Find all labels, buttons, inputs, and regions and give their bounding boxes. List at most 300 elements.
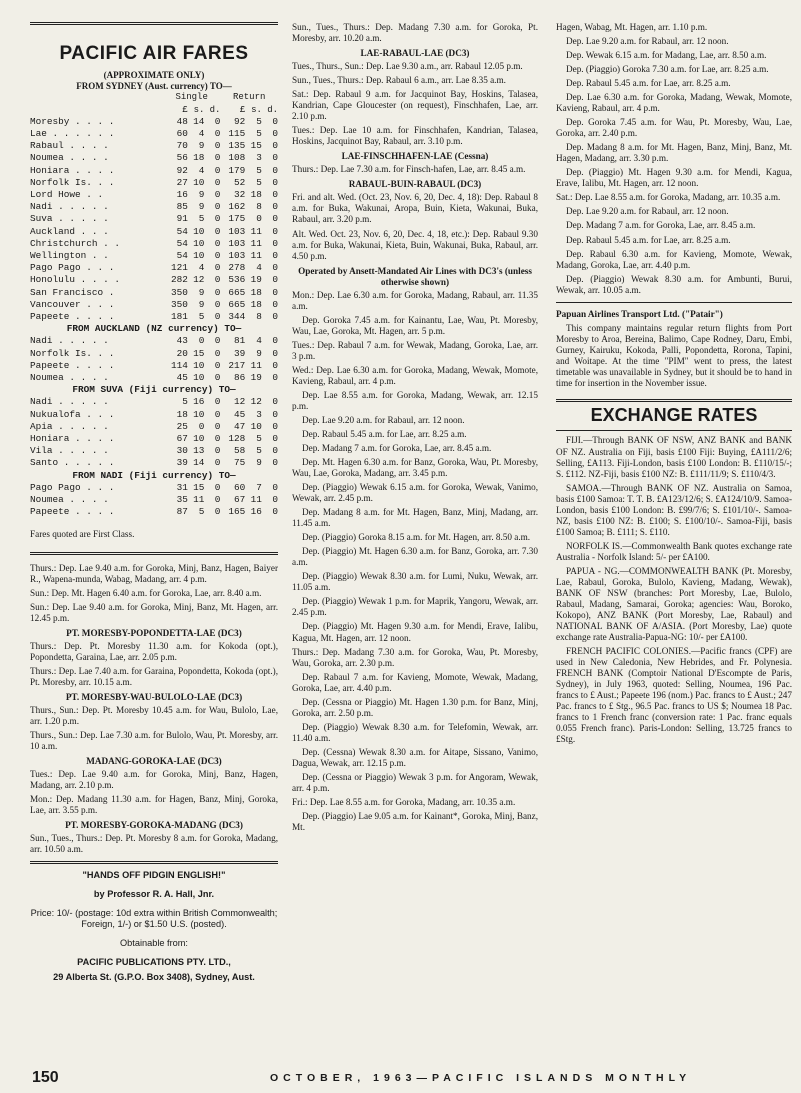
fare-cell: 0 [272, 115, 278, 127]
fare-cell: 0 [272, 372, 278, 384]
fare-cell: 0 [214, 408, 221, 420]
timetable-entry: Tues.: Dep. Lae 10 a.m. for Finschhafen, Kandrian, Talasea, Hoskins, Jacquinot Bay, Rabaul, arr. 3.10 p.m. [292, 125, 538, 147]
timetable-entry: Dep. Lae 9.20 a.m. for Rabaul, arr. 12 noon. [302, 414, 465, 425]
timetable-entry: Dep. (Piaggio) Wewak 1 p.m. for Maprik, Yangoru, Wewak, arr. 2.45 p.m. [292, 596, 538, 618]
timetable-entry: Thurs., Sun.: Dep. Lae 7.30 a.m. for Bulolo, Wau, Pt. Moresby, arr. 10 a.m. [30, 729, 278, 751]
fare-cell: 48 [176, 115, 188, 127]
section-row [30, 384, 278, 396]
fare-cell: 0 [272, 250, 278, 262]
fare-cell: 91 [176, 213, 188, 225]
fare-cell: 15 [193, 347, 205, 359]
fare-cell: 10 [193, 250, 205, 262]
table-row [30, 165, 278, 177]
fare-cell: 54 [176, 237, 188, 249]
fare-cell: 0 [214, 237, 221, 249]
destination-cell: Pago Pago . . . [30, 481, 115, 493]
destination-cell: Christchurch . . [30, 237, 121, 249]
fare-cell: 14 [193, 115, 205, 127]
exchange-fiji: FIJI.—Through BANK OF NSW, ANZ BANK and BANK OF NZ. Australia on Fiji, basis £100 Fiji: Buying, £A111/2/6; Selling, £A113. Fiji-London, basis £100 London: B. £110/15/-; S. £112. NZ-Fiji, basis £100 NZ: B. £111/11/9; S. £110/4/3. [556, 435, 792, 479]
fare-cell: 5 [256, 433, 262, 445]
table-row [30, 409, 278, 421]
table-row [30, 360, 278, 372]
table-row [30, 494, 278, 506]
fare-cell: 9 [198, 140, 205, 152]
destination-cell: Nadi . . . . . [30, 201, 109, 213]
fare-cell: 9 [256, 457, 262, 469]
book-price: Price: 10/- (postage: 10d extra within British Commonwealth; Foreign, 1/-) or $1.50 U.S. (posted). [30, 908, 278, 930]
destination-cell: Honolulu . . . . [30, 274, 121, 286]
timetable-entry: Dep. Madang 8 a.m. for Mt. Hagen, Banz, Minj, Madang, arr. 11.45 a.m. [292, 507, 538, 529]
fare-cell: 0 [214, 201, 221, 213]
table-row [30, 335, 278, 347]
timetable-entry: Tues., Thurs., Sun.: Dep. Lae 9.30 a.m., arr. Rabaul 12.05 p.m. [292, 61, 523, 72]
timetable-entry: Sun., Tues., Thurs.: Dep. Rabaul 6 a.m., arr. Lae 8.35 a.m. [292, 75, 506, 86]
timetable-entry: Wed.: Dep. Lae 6.30 a.m. for Goroka, Madang, Wewak, Momote, Kavieng, Rabaul, arr. 4 p.m. [292, 364, 538, 386]
section-heading: FROM SUVA (Fiji currency) TO— [72, 384, 236, 396]
table-row [30, 372, 278, 384]
page-number: 150 [32, 1069, 59, 1086]
masthead: OCTOBER, 1963—PACIFIC ISLANDS MONTHLY [270, 1072, 692, 1084]
timetable-entry: Sat.: Dep. Rabaul 9 a.m. for Jacquinot Bay, Hoskins, Talasea, Kandrian, Cape Gloucester (on request), Finschhafen, Lae, arr. 2.10 p.m. [292, 89, 538, 122]
fare-cell: 103 [228, 225, 246, 237]
fares-table [30, 91, 278, 518]
table-row [30, 213, 278, 225]
fare-cell: 0 [272, 494, 278, 506]
fare-cell: 0 [214, 311, 221, 323]
fare-cell: 0 [214, 347, 221, 359]
exchange-title: EXCHANGE RATES [590, 404, 758, 425]
fare-cell: 11 [193, 494, 205, 506]
timetable-entry: Thurs.: Dep. Lae 7.40 a.m. for Garaina, Popondetta, Kokoda (opt.), Pt. Moresby, arr. 10.15 a.m. [30, 665, 278, 687]
book-publisher: PACIFIC PUBLICATIONS PTY. LTD., [77, 957, 231, 968]
fare-cell: 10 [193, 359, 205, 371]
timetable-entry: Sun.: Dep. Lae 9.40 a.m. for Goroka, Minj, Banz, Mt. Hagen, arr. 12.45 p.m. [30, 601, 278, 623]
timetable-entry: Tues.: Dep. Rabaul 7 a.m. for Wewak, Madang, Goroka, Lae, arr. 3 p.m. [292, 339, 538, 361]
timetable-entry: Dep. Lae 6.30 a.m. for Goroka, Madang, Wewak, Momote, Kavieng, Rabaul, arr. 4 p.m. [556, 92, 792, 114]
timetable-entry: Dep. Madang 8 a.m. for Mt. Hagen, Banz, Minj, Banz, Mt. Hagen, Madang, arr. 3.30 p.m. [556, 142, 792, 164]
timetable-entry: Dep. (Piaggio) Mt. Hagen 9.30 a.m. for Mendi, Erave, Ialibu, Kagua, Mt. Hagen, arr. 12 noon. [292, 621, 538, 643]
destination-cell: Nukualofa . . . [30, 408, 115, 420]
route-heading: PT. MORESBY-GOROKA-MADANG (DC3) [65, 820, 243, 831]
fare-cell: 5 [256, 164, 262, 176]
fare-cell: 4 [198, 164, 205, 176]
fare-cell: 217 [228, 359, 246, 371]
fare-cell: 35 [176, 494, 188, 506]
timetable-entry: Dep. Mt. Hagen 6.30 a.m. for Banz, Goroka, Wau, Pt. Moresby, Wau, Lae, Goroka, Madang, arr. 3.45 p.m. [292, 457, 538, 479]
timetable-entry: Thurs.: Dep. Lae 9.40 a.m. for Goroka, Minj, Banz, Hagen, Baiyer R., Wapena-munda, Wabag, Madang, arr. 4 p.m. [30, 562, 278, 584]
fare-cell: 92 [176, 164, 188, 176]
book-author: by Professor R. A. Hall, Jnr. [93, 889, 215, 900]
destination-cell: Honiara . . . . [30, 433, 115, 445]
fare-cell: 7 [256, 481, 262, 493]
timetable-entry: Fri.: Dep. Lae 8.55 a.m. for Goroka, Madang, arr. 10.35 a.m. [292, 796, 516, 807]
fare-cell: 0 [214, 298, 221, 310]
fare-cell: 0 [272, 457, 278, 469]
table-row [30, 274, 278, 286]
return-header: Return [232, 92, 266, 103]
exchange-french: FRENCH PACIFIC COLONIES.—Pacific francs (CPF) are used in New Caledonia, New Hebrides, and Fr. Polynesia. FRENCH BANK (Comptoir National D'Escompte de Paris, Sydney), in July 1963, quoted: Selling, Noumea, 196 Pac. francs to £ Aust.; Papeete 196 (nom.) Pac. francs to £ Aust.; 247 Pac. francs to £ Stg., 96.5 Pac. francs to US $; Noumea 18 Pac. francs to 1 French franc (conversion rate: 1 Pac. franc equals 0.055 French franc). Paris-London: Selling, 13.725 francs to £Stg. [556, 646, 792, 745]
fare-cell: 0 [214, 286, 221, 298]
fare-cell: 3 [256, 152, 262, 164]
fare-cell: 175 [228, 213, 246, 225]
fare-cell: 121 [170, 262, 188, 274]
fare-cell: 5 [198, 311, 205, 323]
fare-cell: 350 [170, 286, 188, 298]
fare-cell: 43 [176, 335, 188, 347]
section-row [30, 323, 278, 335]
table-row [30, 287, 278, 299]
fare-cell: 0 [214, 506, 221, 518]
destination-cell: Norfolk Is. . . [30, 176, 115, 188]
timetable-entry: Thurs.: Dep. Madang 7.30 a.m. for Goroka, Wau, Pt. Moresby, Wau, Goroka, arr. 2.30 p.m. [292, 646, 538, 668]
fare-cell: 282 [170, 274, 188, 286]
rule [556, 430, 792, 431]
fare-cell: 18 [250, 286, 262, 298]
fare-cell: 45 [234, 408, 246, 420]
fare-cell: 344 [228, 311, 246, 323]
fare-cell: 0 [214, 396, 221, 408]
timetable-entry: Dep. (Cessna) Wewak 8.30 a.m. for Aitape, Sissano, Vanimo, Dagua, Wewak, arr. 12.15 p.m. [292, 746, 538, 768]
patair-heading: Papuan Airlines Transport Ltd. ("Patair") [556, 308, 723, 319]
fare-cell: 45 [176, 372, 188, 384]
destination-cell: Nadi . . . . . [30, 335, 109, 347]
fare-cell: 58 [234, 445, 246, 457]
route-heading: LAE-FINSCHHAFEN-LAE (Cessna) [341, 151, 489, 162]
fare-cell: 114 [170, 359, 188, 371]
rule [30, 861, 278, 864]
fare-cell: 18 [250, 298, 262, 310]
timetable-entry: Dep. Lae 9.20 a.m. for Rabaul, arr. 12 noon. [566, 36, 729, 47]
fare-cell: 0 [214, 335, 221, 347]
fare-cell: 5 [182, 396, 188, 408]
fare-cell: 16 [176, 189, 188, 201]
timetable-entry: Thurs.: Dep. Pt. Moresby 11.30 a.m. for Kokoda (opt.), Popondetta, Garaina, Lae, arr. 2.05 p.m. [30, 640, 278, 662]
destination-cell: Vila . . . . . [30, 445, 109, 457]
fare-cell: 0 [272, 298, 278, 310]
fare-cell: 162 [228, 201, 246, 213]
fare-cell: 103 [228, 250, 246, 262]
fare-cell: 0 [272, 237, 278, 249]
timetable-entry: Dep. Wewak 6.15 a.m. for Madang, Lae, arr. 8.50 a.m. [566, 50, 767, 61]
fare-cell: 5 [198, 506, 205, 518]
unit-header: d. [209, 104, 221, 115]
fare-cell: 18 [176, 408, 188, 420]
fare-cell: 103 [228, 237, 246, 249]
fare-cell: 0 [214, 372, 221, 384]
fare-cell: 9 [198, 189, 205, 201]
destination-cell: Lord Howe . . [30, 189, 104, 201]
fare-cell: 10 [193, 408, 205, 420]
destination-cell: Pago Pago . . . [30, 262, 115, 274]
route-heading: Operated by Ansett-Mandated Air Lines with DC3's (unless otherwise shown) [298, 265, 532, 287]
fare-cell: 0 [272, 311, 278, 323]
timetable-entry: Thurs., Sun.: Dep. Pt. Moresby 10.45 a.m. for Wau, Bulolo, Lae, arr. 1.20 p.m. [30, 704, 278, 726]
exchange-samoa: SAMOA.—Through BANK OF NZ. Australia on Samoa, basis £100 Samoa: T. T. B. £A123/12/6; S. £A124/10/9. Samoa-London, basis £100 London: B. £99/7/6; S. £101/10/-. Samoa-NZ, basis £100 NZ: B. £100; S. £100/10/-. Samoa-Fiji, basis £100 Samoa; B. £111; S. £110. [556, 482, 792, 537]
fare-cell: 0 [272, 225, 278, 237]
fare-cell: 108 [228, 152, 246, 164]
timetable-entry: Dep. (Cessna or Piaggio) Wewak 3 p.m. for Angoram, Wewak, arr. 4 p.m. [292, 771, 538, 793]
timetable-entry: Dep. (Piaggio) Goroka 7.30 a.m. for Lae, arr. 8.25 a.m. [566, 64, 769, 75]
fare-cell: 0 [214, 225, 221, 237]
fare-cell: 665 [228, 298, 246, 310]
unit-header: s. [193, 104, 205, 115]
fare-cell: 92 [234, 115, 246, 127]
fare-cell: 0 [214, 481, 221, 493]
middle-column [292, 22, 538, 836]
book-title: "HANDS OFF PIDGIN ENGLISH!" [82, 870, 226, 881]
fare-cell: 20 [176, 347, 188, 359]
fare-cell: 16 [250, 506, 262, 518]
timetable-entry: Dep. (Piaggio) Mt. Hagen 6.30 a.m. for Banz, Goroka, arr. 7.30 a.m. [292, 546, 538, 568]
fare-cell: 179 [228, 164, 246, 176]
fare-cell: 9 [256, 347, 262, 359]
fare-cell: 12 [193, 274, 205, 286]
fare-cell: 0 [214, 457, 221, 469]
destination-cell: Wellington . . [30, 250, 109, 262]
table-header-row [30, 91, 278, 103]
section-heading: FROM AUCKLAND (NZ currency) TO— [66, 323, 242, 335]
fare-cell: 85 [176, 201, 188, 213]
fare-cell: 19 [250, 274, 262, 286]
fare-cell: 27 [176, 176, 188, 188]
timetable-entry: Mon.: Dep. Madang 11.30 a.m. for Hagen, Banz, Minj, Goroka, Lae, arr. 3.55 p.m. [30, 794, 278, 816]
fare-cell: 12 [234, 396, 246, 408]
fare-cell: 115 [228, 128, 246, 139]
timetable-entry: Dep. Goroka 7.45 a.m. for Wau, Pt. Moresby, Wau, Lae, Goroka, arr. 2.40 p.m. [556, 117, 792, 139]
fare-cell: 5 [256, 176, 262, 188]
fare-cell: 10 [193, 237, 205, 249]
fare-cell: 87 [176, 506, 188, 518]
fare-cell: 56 [176, 152, 188, 164]
table-row [30, 457, 278, 469]
fare-cell: 3 [256, 408, 262, 420]
fare-cell: 181 [170, 311, 188, 323]
fare-cell: 52 [234, 176, 246, 188]
fare-cell: 9 [198, 201, 205, 213]
fare-cell: 47 [234, 420, 246, 432]
timetable-entry: Dep. Lae 8.55 a.m. for Goroka, Madang, Wewak, arr. 12.15 p.m. [292, 389, 538, 411]
table-row [30, 226, 278, 238]
fare-cell: 665 [228, 286, 246, 298]
fare-cell: 25 [176, 420, 188, 432]
timetable-entry: Thurs.: Dep. Lae 7.30 a.m. for Finsch-hafen, Lae, arr. 8.45 a.m. [292, 164, 526, 175]
table-row [30, 116, 278, 128]
fare-cell: 30 [176, 445, 188, 457]
timetable-entry: Dep. (Piaggio) Wewak 8.30 a.m. for Ambunti, Burui, Wewak, arr. 10.05 a.m. [556, 273, 792, 295]
table-row [30, 433, 278, 445]
exchange-norfolk: NORFOLK IS.—Commonwealth Bank quotes exchange rate Australia - Norfolk Island: 5/- per £A100. [556, 540, 792, 562]
fare-cell: 0 [272, 274, 278, 286]
fare-cell: 19 [250, 372, 262, 384]
fare-cell: 0 [272, 481, 278, 493]
destination-cell: Santo . . . . . [30, 457, 115, 469]
table-row [30, 348, 278, 360]
fare-cell: 18 [193, 152, 205, 164]
fare-cell: 0 [198, 335, 205, 347]
route-heading: MADANG-GOROKA-LAE (DC3) [86, 756, 222, 766]
fare-cell: 0 [256, 213, 262, 225]
fare-cell: 165 [228, 506, 246, 518]
single-header: Single [175, 92, 208, 103]
timetable-entry: Sun.: Dep. Mt. Hagen 6.40 a.m. for Goroka, Lae, arr. 8.40 a.m. [30, 587, 262, 598]
timetable-entry: Fri. and alt. Wed. (Oct. 23, Nov. 6, 20, Dec. 4, 18): Dep. Rabaul 8 a.m. for Buka, Wakunai, Aropa, Buin, Kieta, Wakunai, Buka, Rabaul, arr. 3.20 p.m. [292, 192, 538, 225]
fare-cell: 0 [214, 152, 221, 164]
timetable-entry: Dep. Rabaul 5.45 a.m. for Lae, arr. 8.25 a.m. [302, 429, 467, 439]
destination-cell: Papeete . . . . [30, 311, 115, 323]
fare-cell: 0 [272, 140, 278, 152]
fare-cell: 0 [272, 359, 278, 371]
fare-cell: 9 [198, 298, 205, 310]
fare-cell: 16 [193, 396, 205, 408]
fare-cell: 0 [272, 396, 278, 408]
book-obtain: Obtainable from: [120, 938, 188, 949]
timetable-entry: Sat.: Dep. Lae 8.55 a.m. for Goroka, Madang, arr. 10.35 a.m. [556, 192, 781, 203]
fare-cell: 0 [214, 213, 221, 225]
table-row [30, 482, 278, 494]
fare-cell: 0 [214, 494, 221, 506]
unit-header: £ [239, 104, 246, 115]
destination-cell: Lae . . . . . . [30, 128, 115, 139]
left-column [30, 22, 278, 983]
timetable-entry: Sun., Tues., Thurs.: Dep. Pt. Moresby 8 a.m. for Goroka, Madang, arr. 10.50 a.m. [30, 833, 278, 855]
destination-cell: Rabaul . . . . [30, 140, 109, 152]
fare-cell: 0 [272, 420, 278, 432]
timetable-entry: Tues.: Dep. Lae 9.40 a.m. for Goroka, Minj, Banz, Hagen, Madang, arr. 2.10 p.m. [30, 769, 278, 791]
rule [30, 552, 278, 555]
route-heading: PT. MORESBY-POPONDETTA-LAE (DC3) [66, 627, 242, 638]
timetable-entry: Dep. Rabaul 5.45 a.m. for Lae, arr. 8.25 a.m. [566, 78, 731, 89]
table-row [30, 238, 278, 250]
patair-body: This company maintains regular return flights from Port Moresby to Aroa, Bereina, Balimo, Cape Rodney, Daru, Embi, Gurney, Kairuku, Kokoda, Palli, Popondetta, Rorona, Tapini, and Woitape. At the time "PIM" went to press, the latest timetable was unavailable in Sydney, but it should be to hand in time for insertion in the November issue. [556, 322, 792, 388]
fare-cell: 5 [198, 213, 205, 225]
fare-cell: 15 [193, 481, 205, 493]
fare-cell: 0 [214, 189, 221, 201]
fare-cell: 60 [176, 128, 188, 139]
fare-cell: 18 [250, 189, 262, 201]
table-row [30, 128, 278, 140]
fare-cell: 67 [176, 433, 188, 445]
fare-cell: 12 [250, 396, 262, 408]
table-row [30, 140, 278, 152]
fare-cell: 0 [272, 152, 278, 164]
fare-cell: 278 [228, 262, 246, 274]
fare-cell: 0 [214, 433, 221, 445]
fare-cell: 0 [272, 201, 278, 213]
fare-cell: 11 [250, 225, 262, 237]
fare-cell: 39 [234, 347, 246, 359]
fare-cell: 4 [256, 262, 262, 274]
header-cell [30, 104, 163, 116]
fare-cell: 54 [176, 225, 188, 237]
table-row [30, 506, 278, 518]
timetable-entry: Dep. (Piaggio) Lae 9.05 a.m. for Kainant*, Goroka, Minj, Banz, Mt. [292, 810, 539, 832]
fare-cell: 0 [272, 262, 278, 274]
timetable-entry: Hagen, Wabag, Mt. Hagen, arr. 1.10 p.m. [556, 22, 708, 32]
timetable-entry: Dep. (Piaggio) Wewak 6.15 a.m. for Goroka, Wewak, Vanimo, Wewak, arr. 2.45 p.m. [292, 482, 538, 504]
fare-cell: 5 [256, 128, 262, 139]
table-row [30, 250, 278, 262]
unit-header: £ [182, 104, 188, 115]
fare-cell: 4 [198, 262, 205, 274]
timetable-entry: Mon.: Dep. Lae 6.30 a.m. for Goroka, Madang, Rabaul, arr. 11.35 a.m. [292, 289, 538, 311]
fare-cell: 0 [272, 164, 278, 176]
fare-cell: 0 [214, 176, 221, 188]
fare-cell: 350 [170, 298, 188, 310]
destination-cell: Norfolk Is. . . [30, 347, 115, 359]
fare-cell: 32 [234, 189, 246, 201]
fare-cell: 14 [193, 457, 205, 469]
fare-cell: 0 [214, 262, 221, 274]
table-row [30, 445, 278, 457]
fare-cell: 0 [272, 506, 278, 518]
timetable-block [30, 563, 278, 856]
fare-cell: 5 [256, 115, 262, 127]
destination-cell: Nadi . . . . . [30, 396, 109, 408]
route-heading: RABAUL-BUIN-RABAUL (DC3) [348, 179, 482, 190]
fare-cell: 135 [228, 140, 246, 152]
destination-cell: Papeete . . . . [30, 506, 115, 518]
fare-cell: 15 [250, 140, 262, 152]
fare-cell: 10 [193, 176, 205, 188]
fare-cell: 0 [214, 274, 221, 286]
destination-cell: Noumea . . . . [30, 372, 109, 384]
rule [556, 302, 792, 303]
fare-cell: 0 [198, 420, 205, 432]
fare-cell: 10 [193, 225, 205, 237]
units-row [30, 104, 278, 116]
timetable-entry: Dep. (Piaggio) Wewak 8.30 a.m. for Lumi, Nuku, Wewak, arr. 11.05 a.m. [292, 571, 538, 593]
destination-cell: Honiara . . . . [30, 164, 115, 176]
fare-cell: 11 [250, 494, 262, 506]
fare-cell: 0 [214, 445, 221, 457]
timetable-entry: Dep. Rabaul 5.45 a.m. for Lae, arr. 8.25 a.m. [566, 234, 731, 245]
table-row [30, 311, 278, 323]
fare-cell: 5 [256, 445, 262, 457]
table-row [30, 177, 278, 189]
fare-cell: 0 [272, 433, 278, 445]
destination-cell: Auckland . . . [30, 225, 109, 237]
fare-cell: 0 [214, 140, 221, 152]
top-rule [30, 22, 278, 25]
header-cell [30, 91, 163, 103]
timetable-entry: Dep. Goroka 7.45 a.m. for Kainantu, Lae, Wau, Pt. Moresby, Wau, Lae, Goroka, Mt. Hagen, arr. 5 p.m. [292, 314, 538, 336]
destination-cell: Moresby . . . . [30, 115, 115, 127]
timetable-entry: Dep. (Cessna or Piaggio) Mt. Hagen 1.30 p.m. for Banz, Minj, Goroka, arr. 2.50 p.m. [292, 696, 538, 718]
fare-cell: 0 [272, 128, 278, 139]
fare-cell: 0 [214, 115, 221, 127]
route-heading: LAE-RABAUL-LAE (DC3) [360, 48, 470, 59]
timetable-entry: Dep. (Piaggio) Mt. Hagen 9.30 a.m. for Mendi, Kagua, Erave, Ialibu, Mt. Hagen, arr. 12 noon. [556, 167, 792, 189]
table-row [30, 201, 278, 213]
timetable-entry: Alt. Wed. Oct. 23, Nov. 6, 20, Dec. 4, 18, etc.): Dep. Rabaul 9.30 a.m. for Buka, Wakunai, Kieta, Buin, Wakunai, Buka, Rabaul, arr. 4.50 p.m. [292, 228, 538, 261]
fares-title: PACIFIC AIR FARES [59, 43, 249, 64]
page-footer [0, 1069, 801, 1092]
fare-cell: 10 [193, 372, 205, 384]
fare-cell: 13 [193, 445, 205, 457]
timetable-entry: Sun., Tues., Thurs.: Dep. Madang 7.30 a.m. for Goroka, Pt. Moresby, arr. 10.20 a.m. [292, 22, 538, 44]
fare-cell: 0 [214, 420, 221, 432]
right-column [556, 22, 792, 748]
table-row [30, 262, 278, 274]
fare-cell: 0 [214, 128, 221, 139]
fare-cell: 0 [214, 359, 221, 371]
unit-header: d. [267, 104, 278, 115]
fare-cell: 128 [228, 433, 246, 445]
fare-cell: 11 [250, 359, 262, 371]
table-row [30, 189, 278, 201]
book-advert [30, 870, 278, 983]
timetable-entry: Dep. Rabaul 6.30 a.m. for Kavieng, Momote, Wewak, Madang, Goroka, Lae, arr. 4.40 p.m. [556, 248, 792, 270]
